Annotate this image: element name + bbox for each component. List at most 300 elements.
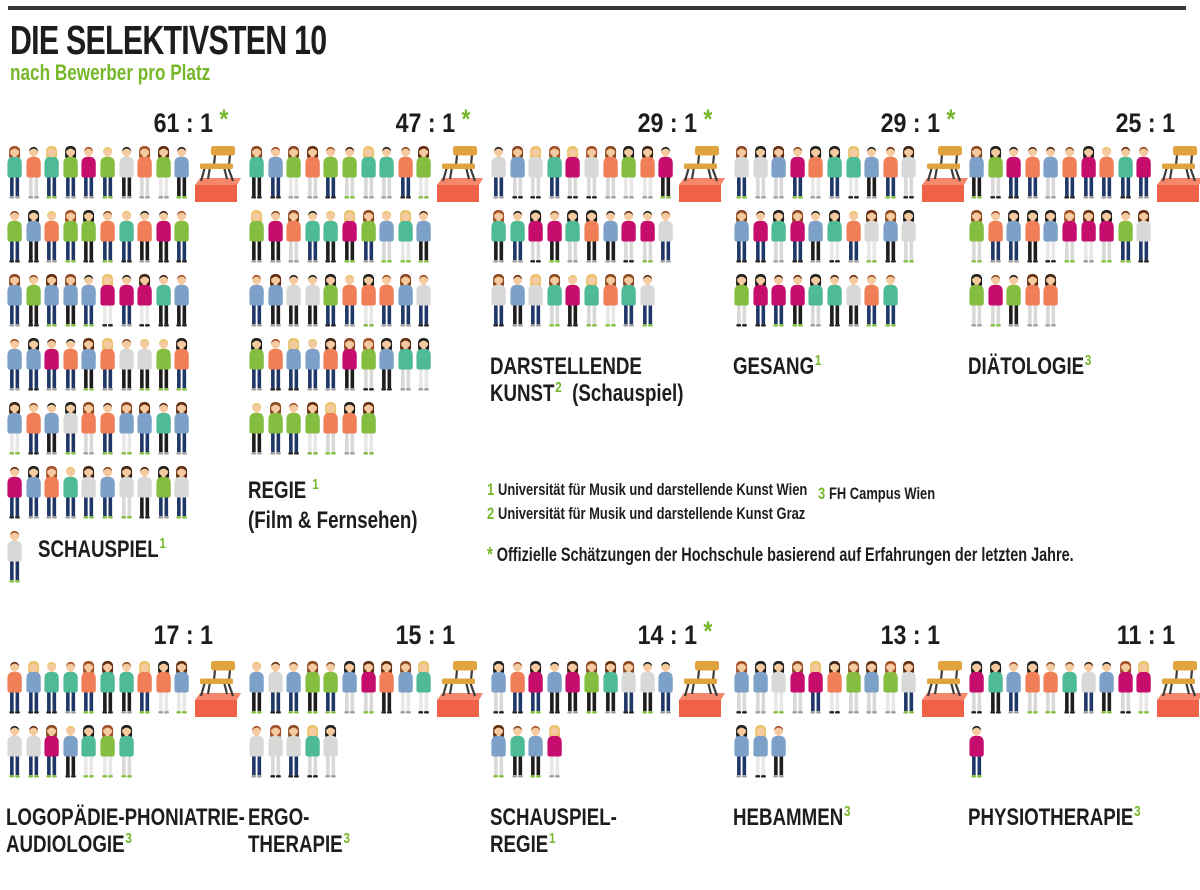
footnote-3-text: FH Campus Wien xyxy=(828,484,936,503)
person-icon xyxy=(341,209,358,265)
person-icon xyxy=(304,401,321,457)
person-icon xyxy=(155,273,172,329)
person-icon xyxy=(882,660,899,716)
person-icon xyxy=(6,337,23,393)
person-icon xyxy=(25,660,42,716)
label-footnote-marker: 1 xyxy=(312,476,319,493)
person-icon xyxy=(341,273,358,329)
person-icon xyxy=(639,273,656,329)
person-icon xyxy=(285,724,302,780)
person-icon xyxy=(564,209,581,265)
person-icon xyxy=(826,273,843,329)
label-text: SCHAUSPIEL xyxy=(38,536,159,563)
person-icon xyxy=(1080,145,1097,201)
person-icon xyxy=(341,145,358,201)
group-label-line xyxy=(6,804,245,831)
person-icon xyxy=(99,273,116,329)
person-icon xyxy=(752,273,769,329)
person-icon xyxy=(25,145,42,201)
person-icon xyxy=(304,209,321,265)
person-icon xyxy=(378,660,395,716)
person-icon xyxy=(43,273,60,329)
person-icon xyxy=(99,337,116,393)
person-icon xyxy=(285,337,302,393)
person-icon xyxy=(155,401,172,457)
person-icon xyxy=(285,273,302,329)
page-subtitle: nach Bewerber pro Platz xyxy=(10,60,211,85)
person-icon xyxy=(807,209,824,265)
ratio-label xyxy=(762,622,940,649)
person-icon xyxy=(118,145,135,201)
person-icon xyxy=(248,273,265,329)
chair-icon xyxy=(195,145,241,202)
ratio-label xyxy=(762,104,956,138)
person-icon xyxy=(304,337,321,393)
person-icon xyxy=(1061,209,1078,265)
person-icon xyxy=(987,660,1004,716)
person-icon xyxy=(583,209,600,265)
ratio-label xyxy=(277,622,455,649)
group-label-line xyxy=(248,804,350,831)
person-icon xyxy=(267,724,284,780)
chair-icon xyxy=(437,660,483,717)
person-icon xyxy=(789,209,806,265)
ratio-label xyxy=(519,616,713,650)
group-label-line xyxy=(733,353,821,383)
person-icon xyxy=(136,465,153,521)
person-icon xyxy=(267,145,284,201)
person-icon xyxy=(322,660,339,716)
person-icon xyxy=(118,401,135,457)
ratio-value: 15 : 1 xyxy=(395,620,455,650)
person-icon xyxy=(397,145,414,201)
group-label-line xyxy=(968,804,1141,834)
ratio-value: 17 : 1 xyxy=(153,620,213,650)
person-icon xyxy=(99,724,116,780)
person-icon xyxy=(733,273,750,329)
person-icon xyxy=(583,660,600,716)
label-text: REGIE xyxy=(490,831,549,858)
person-icon xyxy=(863,273,880,329)
person-icon xyxy=(882,145,899,201)
footnote-3 xyxy=(818,482,935,506)
person-icon xyxy=(43,660,60,716)
person-icon xyxy=(490,145,507,201)
person-icon xyxy=(43,465,60,521)
person-icon xyxy=(285,660,302,716)
chair-icon xyxy=(922,660,968,717)
person-icon xyxy=(6,529,23,585)
person-icon xyxy=(1080,209,1097,265)
label-text: (Schauspiel) xyxy=(561,380,684,407)
person-icon xyxy=(752,724,769,780)
person-icon xyxy=(267,209,284,265)
person-icon xyxy=(620,273,637,329)
label-text: DIÄTOLOGIE xyxy=(968,353,1085,380)
person-icon xyxy=(136,273,153,329)
label-text: GESANG xyxy=(733,353,815,380)
ratio-value: 29 : 1 xyxy=(880,108,940,138)
person-icon xyxy=(509,724,526,780)
footnote-2-marker: 2 xyxy=(487,504,495,523)
person-icon xyxy=(863,660,880,716)
person-icon xyxy=(1117,145,1134,201)
person-icon xyxy=(378,145,395,201)
person-icon xyxy=(789,273,806,329)
person-icon xyxy=(248,660,265,716)
person-icon xyxy=(527,209,544,265)
person-icon xyxy=(968,273,985,329)
ratio-value: 13 : 1 xyxy=(880,620,940,650)
person-icon xyxy=(360,401,377,457)
person-icon xyxy=(378,209,395,265)
person-icon xyxy=(826,145,843,201)
person-icon xyxy=(248,337,265,393)
person-icon xyxy=(733,660,750,716)
person-icon xyxy=(845,660,862,716)
group-label-line xyxy=(490,353,683,380)
person-icon xyxy=(546,724,563,780)
person-icon xyxy=(900,660,917,716)
group-label xyxy=(38,536,166,566)
person-icon xyxy=(173,209,190,265)
person-icon xyxy=(6,724,23,780)
label-text: THERAPIE xyxy=(248,831,343,858)
person-icon xyxy=(1135,660,1152,716)
person-icon xyxy=(770,273,787,329)
person-icon xyxy=(136,401,153,457)
person-icon xyxy=(863,145,880,201)
ratio-label xyxy=(35,622,213,649)
person-icon xyxy=(267,660,284,716)
person-icon xyxy=(248,209,265,265)
person-icon xyxy=(397,273,414,329)
person-icon xyxy=(490,724,507,780)
person-icon xyxy=(99,145,116,201)
person-icon xyxy=(80,465,97,521)
person-icon xyxy=(80,401,97,457)
person-icon xyxy=(80,337,97,393)
person-icon xyxy=(1135,145,1152,201)
person-icon xyxy=(1080,660,1097,716)
person-icon xyxy=(602,209,619,265)
label-text: REGIE xyxy=(248,477,312,504)
person-icon xyxy=(173,401,190,457)
ratio-label xyxy=(997,110,1175,137)
person-icon xyxy=(322,401,339,457)
person-icon xyxy=(304,724,321,780)
person-icon xyxy=(267,337,284,393)
person-icon xyxy=(62,145,79,201)
ratio-value: 47 : 1 xyxy=(395,108,455,138)
person-icon xyxy=(360,337,377,393)
label-text: LOGOPÄDIE-PHONIATRIE- xyxy=(6,804,245,831)
person-icon xyxy=(62,209,79,265)
person-icon xyxy=(341,337,358,393)
person-icon xyxy=(1042,209,1059,265)
person-icon xyxy=(360,660,377,716)
person-icon xyxy=(118,209,135,265)
person-icon xyxy=(80,209,97,265)
person-icon xyxy=(415,660,432,716)
group-label-line xyxy=(733,804,851,834)
asterisk-note-text: Offizielle Schätzungen der Hochschule basierend auf Erfahrungen der letzten Jahre. xyxy=(496,545,1074,566)
group-label-line xyxy=(968,353,1091,383)
label-text: (Film & Fernsehen) xyxy=(248,507,418,534)
footnote-2 xyxy=(487,502,805,526)
person-icon xyxy=(1098,209,1115,265)
person-icon xyxy=(1005,145,1022,201)
group-label-line xyxy=(6,831,245,861)
person-icon xyxy=(118,273,135,329)
person-icon xyxy=(900,145,917,201)
label-footnote-marker: 1 xyxy=(549,830,556,847)
person-icon xyxy=(490,273,507,329)
person-icon xyxy=(285,401,302,457)
person-icon xyxy=(490,209,507,265)
person-icon xyxy=(509,145,526,201)
group-label xyxy=(490,353,683,410)
person-icon xyxy=(25,273,42,329)
person-icon xyxy=(118,337,135,393)
person-icon xyxy=(397,337,414,393)
person-icon xyxy=(490,660,507,716)
person-icon xyxy=(845,209,862,265)
person-icon xyxy=(415,273,432,329)
person-icon xyxy=(304,145,321,201)
person-icon xyxy=(136,337,153,393)
person-icon xyxy=(968,145,985,201)
ratio-value: 11 : 1 xyxy=(1116,620,1175,650)
footnote-1 xyxy=(487,478,807,502)
person-icon xyxy=(968,209,985,265)
group-label-line xyxy=(248,477,418,507)
page-title: DIE SELEKTIVSTEN 10 xyxy=(10,17,327,63)
person-icon xyxy=(1024,145,1041,201)
person-icon xyxy=(267,401,284,457)
group-label-line xyxy=(248,831,350,861)
person-icon xyxy=(968,660,985,716)
person-icon xyxy=(415,337,432,393)
person-icon xyxy=(602,273,619,329)
person-icon xyxy=(752,145,769,201)
person-icon xyxy=(733,209,750,265)
person-icon xyxy=(900,209,917,265)
ratio-label xyxy=(277,104,471,138)
person-icon xyxy=(527,145,544,201)
label-footnote-marker: 1 xyxy=(814,352,822,369)
person-icon xyxy=(845,145,862,201)
person-icon xyxy=(527,660,544,716)
person-icon xyxy=(657,145,674,201)
person-icon xyxy=(583,145,600,201)
group-label xyxy=(490,804,617,861)
group-label xyxy=(248,477,418,534)
person-icon xyxy=(602,660,619,716)
person-icon xyxy=(285,209,302,265)
label-text: HEBAMMEN xyxy=(733,804,844,831)
person-icon xyxy=(509,273,526,329)
person-icon xyxy=(25,724,42,780)
person-icon xyxy=(789,660,806,716)
group-label-line xyxy=(490,380,683,410)
label-text: DARSTELLENDE xyxy=(490,353,642,380)
person-icon xyxy=(583,273,600,329)
person-icon xyxy=(752,660,769,716)
person-icon xyxy=(155,337,172,393)
chair-icon xyxy=(679,145,725,202)
group-label xyxy=(248,804,350,861)
label-footnote-marker: 3 xyxy=(1084,352,1092,369)
person-icon xyxy=(43,724,60,780)
ratio-label xyxy=(519,104,713,138)
label-footnote-marker: 3 xyxy=(125,830,132,847)
person-icon xyxy=(546,209,563,265)
person-icon xyxy=(1061,660,1078,716)
person-icon xyxy=(657,209,674,265)
person-icon xyxy=(639,209,656,265)
chair-icon xyxy=(922,145,968,202)
person-icon xyxy=(1005,273,1022,329)
person-icon xyxy=(527,724,544,780)
person-icon xyxy=(1024,273,1041,329)
person-icon xyxy=(415,145,432,201)
person-icon xyxy=(620,209,637,265)
person-icon xyxy=(99,465,116,521)
person-icon xyxy=(322,273,339,329)
footnote-3-marker: 3 xyxy=(818,484,826,503)
person-icon xyxy=(1135,209,1152,265)
person-icon xyxy=(882,209,899,265)
person-icon xyxy=(118,465,135,521)
person-icon xyxy=(6,145,23,201)
person-icon xyxy=(639,145,656,201)
person-icon xyxy=(1117,209,1134,265)
label-text: SCHAUSPIEL- xyxy=(490,804,617,831)
person-icon xyxy=(304,660,321,716)
person-icon xyxy=(43,337,60,393)
person-icon xyxy=(6,209,23,265)
person-icon xyxy=(620,660,637,716)
person-icon xyxy=(62,660,79,716)
group-label xyxy=(733,353,821,383)
ratio-label xyxy=(35,104,229,138)
person-icon xyxy=(173,465,190,521)
person-icon xyxy=(1042,660,1059,716)
person-icon xyxy=(322,145,339,201)
group-label-line xyxy=(490,831,617,861)
group-label-line xyxy=(490,804,617,831)
person-icon xyxy=(62,465,79,521)
estimate-asterisk: * xyxy=(946,104,956,134)
person-icon xyxy=(1024,209,1041,265)
person-icon xyxy=(6,465,23,521)
person-icon xyxy=(807,273,824,329)
person-icon xyxy=(639,660,656,716)
person-icon xyxy=(62,401,79,457)
person-icon xyxy=(415,209,432,265)
person-icon xyxy=(564,660,581,716)
person-icon xyxy=(99,209,116,265)
chair-icon xyxy=(437,145,483,202)
person-icon xyxy=(360,209,377,265)
person-icon xyxy=(826,660,843,716)
person-icon xyxy=(378,273,395,329)
person-icon xyxy=(564,273,581,329)
person-icon xyxy=(509,660,526,716)
person-icon xyxy=(845,273,862,329)
person-icon xyxy=(322,209,339,265)
person-icon xyxy=(322,337,339,393)
person-icon xyxy=(43,401,60,457)
estimate-asterisk: * xyxy=(219,104,229,134)
person-icon xyxy=(752,209,769,265)
label-footnote-marker: 3 xyxy=(844,803,851,820)
person-icon xyxy=(1098,145,1115,201)
person-icon xyxy=(80,273,97,329)
person-icon xyxy=(80,724,97,780)
person-icon xyxy=(118,724,135,780)
person-icon xyxy=(248,724,265,780)
person-icon xyxy=(43,209,60,265)
person-icon xyxy=(341,660,358,716)
chair-icon xyxy=(679,660,725,717)
person-icon xyxy=(397,209,414,265)
label-text: AUDIOLOGIE xyxy=(6,831,125,858)
person-icon xyxy=(360,273,377,329)
person-icon xyxy=(602,145,619,201)
footnote-1-marker: 1 xyxy=(487,480,495,499)
person-icon xyxy=(25,401,42,457)
person-icon xyxy=(267,273,284,329)
person-icon xyxy=(509,209,526,265)
label-footnote-marker: 2 xyxy=(555,379,562,396)
label-footnote-marker: 3 xyxy=(1134,803,1141,820)
person-icon xyxy=(25,465,42,521)
person-icon xyxy=(322,724,339,780)
estimate-asterisk: * xyxy=(703,104,713,134)
ratio-value: 61 : 1 xyxy=(153,108,213,138)
person-icon xyxy=(80,145,97,201)
person-icon xyxy=(733,145,750,201)
label-text: PHYSIOTHERAPIE xyxy=(968,804,1134,831)
person-icon xyxy=(173,660,190,716)
person-icon xyxy=(173,273,190,329)
group-label-line xyxy=(38,536,166,566)
person-icon xyxy=(360,145,377,201)
person-icon xyxy=(155,660,172,716)
ratio-label xyxy=(997,622,1175,649)
person-icon xyxy=(248,145,265,201)
person-icon xyxy=(1061,145,1078,201)
person-icon xyxy=(1098,660,1115,716)
ratio-value: 14 : 1 xyxy=(637,620,697,650)
group-label-line xyxy=(248,507,418,534)
person-icon xyxy=(770,660,787,716)
person-icon xyxy=(136,660,153,716)
person-icon xyxy=(25,337,42,393)
person-icon xyxy=(99,401,116,457)
person-icon xyxy=(25,209,42,265)
person-icon xyxy=(987,273,1004,329)
person-icon xyxy=(378,337,395,393)
person-icon xyxy=(99,660,116,716)
person-icon xyxy=(43,145,60,201)
person-icon xyxy=(770,145,787,201)
person-icon xyxy=(173,145,190,201)
estimate-asterisk: * xyxy=(703,616,713,646)
person-icon xyxy=(527,273,544,329)
